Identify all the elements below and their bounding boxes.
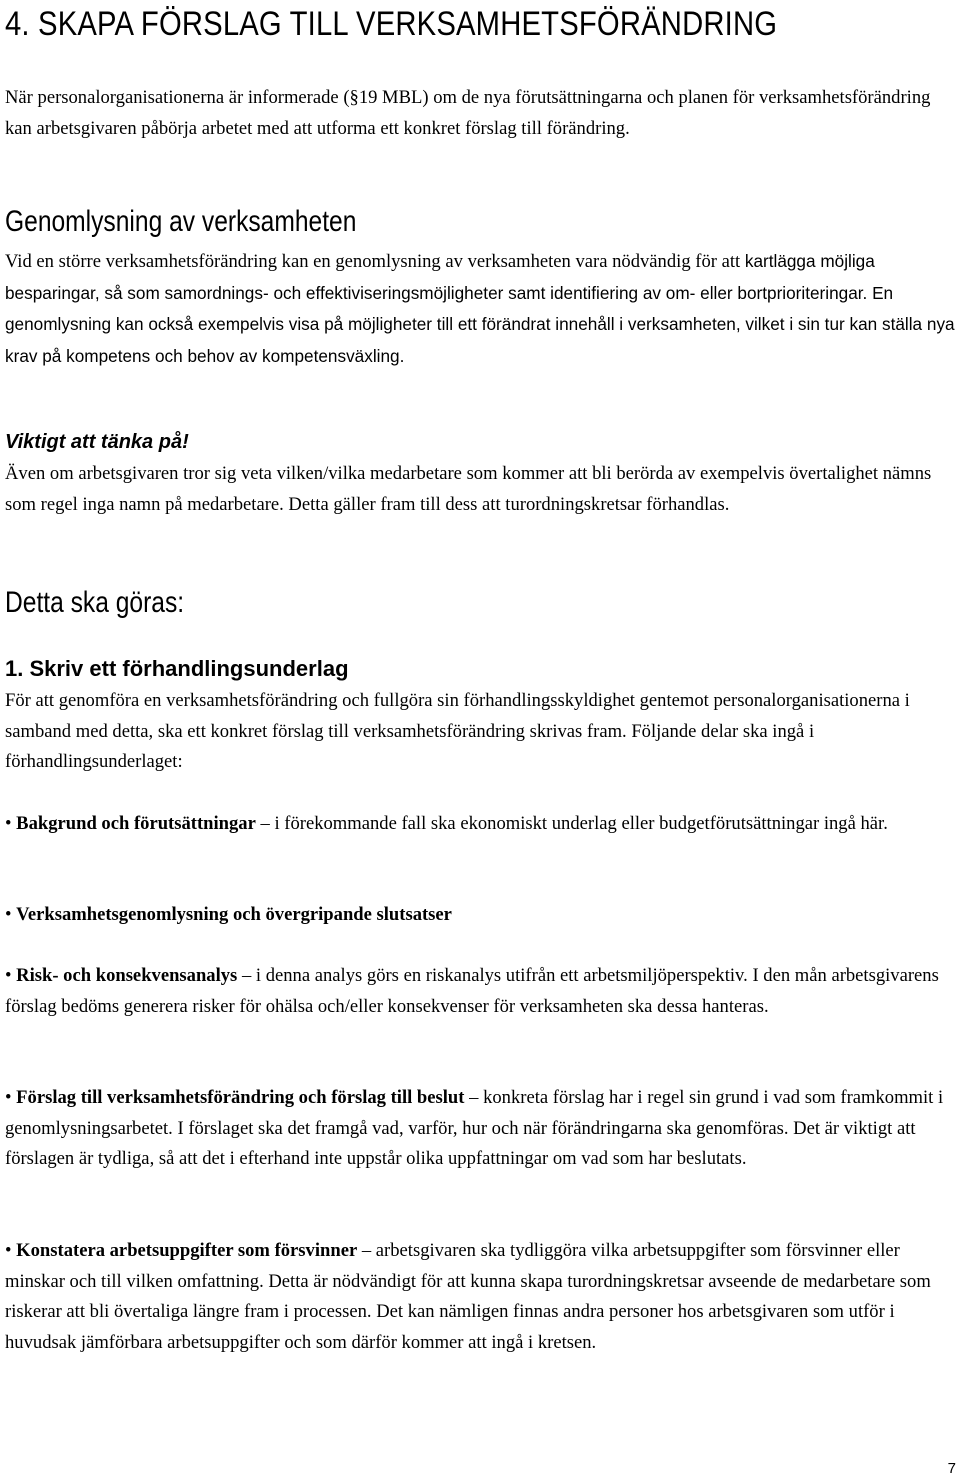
list-item-text: – i förekommande fall ska ekonomiskt underlag eller budgetförutsättningar ingå här. bbox=[255, 813, 888, 834]
list-item-bold: Konstatera arbetsuppgifter som försvinner bbox=[16, 1240, 358, 1261]
bullet-icon: • bbox=[5, 904, 12, 925]
bullet-icon: • bbox=[5, 965, 12, 986]
list-item-bold: Förslag till verksamhetsförändring och förslag till beslut bbox=[16, 1087, 465, 1108]
list-item bbox=[5, 961, 955, 1022]
page-number: 7 bbox=[947, 1460, 956, 1477]
list-item-text: – i denna analys görs en riskanalys utifrån ett arbetsmiljöperspektiv. I den mån arbetsgivarens förslag bedöms generera risker för ohälsa och/eller konsekvenser för verksamheten ska dessa hanteras. bbox=[5, 965, 939, 1017]
genomlysning-text-b: En genomlysning kan också exempelvis visa på möjligheter till ett förändrat innehåll i verksamheten, vilket i sin tur kan ställa nya krav på kompetens och behov av kompetensväxling. bbox=[5, 282, 955, 366]
list-item-bold: Verksamhetsgenomlysning och övergripande slutsatser bbox=[16, 904, 452, 925]
genomlysning-paragraph bbox=[5, 246, 955, 372]
list-item bbox=[5, 1236, 955, 1358]
section-title: 4. SKAPA FÖRSLAG TILL VERKSAMHETSFÖRÄNDRING bbox=[5, 5, 778, 43]
bullet-icon: • bbox=[5, 1240, 12, 1261]
detta-heading: Detta ska göras: bbox=[5, 586, 185, 619]
step-heading: 1. Skriv ett förhandlingsunderlag bbox=[5, 656, 349, 681]
list-item-bold: Bakgrund och förutsättningar bbox=[16, 813, 256, 834]
list-item bbox=[5, 809, 955, 840]
list-item bbox=[5, 900, 955, 931]
intro-paragraph: När personalorganisationerna är informerade (§19 MBL) om de nya förutsättningarna och planen för verksamhetsförändring kan arbetsgivaren påbörja arbetet med att utforma ett konkret förslag till förändring. bbox=[5, 87, 931, 139]
bullet-icon: • bbox=[5, 813, 12, 834]
genomlysning-text-a: kartlägga möjliga besparingar, så som samordnings- och effektiviseringsmöjligheter samt identifiering av om- eller bortprioriteringar. bbox=[5, 251, 875, 303]
list-item-text: – arbetsgivaren ska tydliggöra vilka arbetsuppgifter som försvinner eller minskar och till vilken omfattning. Detta är nödvändigt för att kunna skapa turordningskretsar avseende de medarbetare som riskerar att bli övertaliga längre fram i processen. Det kan nämligen finnas andra personer hos arbetsgivaren som utför i huvudsak jämförbara arbetsuppgifter och som därför kommer att ingå i kretsen. bbox=[5, 1240, 931, 1353]
viktigt-heading: Viktigt att tänka på! bbox=[5, 431, 189, 453]
bullet-icon: • bbox=[5, 1087, 12, 1108]
genomlysning-heading: Genomlysning av verksamheten bbox=[5, 205, 357, 238]
list-item-text: – konkreta förslag har i regel sin grund i vad som framkommit i genomlysningsarbetet. I förslaget ska det framgå vad, varför, hur och när förändringarna ska genomföras. Det är viktigt att förslagen är tydliga, så att det i efterhand inte uppstår olika uppfattningar om vad som har beslutats. bbox=[5, 1087, 944, 1169]
list-item bbox=[5, 1083, 955, 1175]
genomlysning-text-serif: Vid en större verksamhetsförändring kan en genomlysning av verksamheten vara nödvändig för att bbox=[5, 251, 741, 272]
list-item-bold: Risk- och konsekvensanalys bbox=[16, 965, 238, 986]
step-paragraph: För att genomföra en verksamhetsförändring och fullgöra sin förhandlingsskyldighet gentemot personalorganisationerna i samband med detta, ska ett konkret förslag till verksamhetsförändring skrivas fram. Följande delar ska ingå i förhandlingsunderlaget: bbox=[5, 690, 910, 772]
viktigt-paragraph: Även om arbetsgivaren tror sig veta vilken/vilka medarbetare som kommer att bli berörda av exempelvis övertalighet nämns som regel inga namn på medarbetare. Detta gäller fram till dess att turordningskretsar förhandlas. bbox=[5, 463, 932, 515]
